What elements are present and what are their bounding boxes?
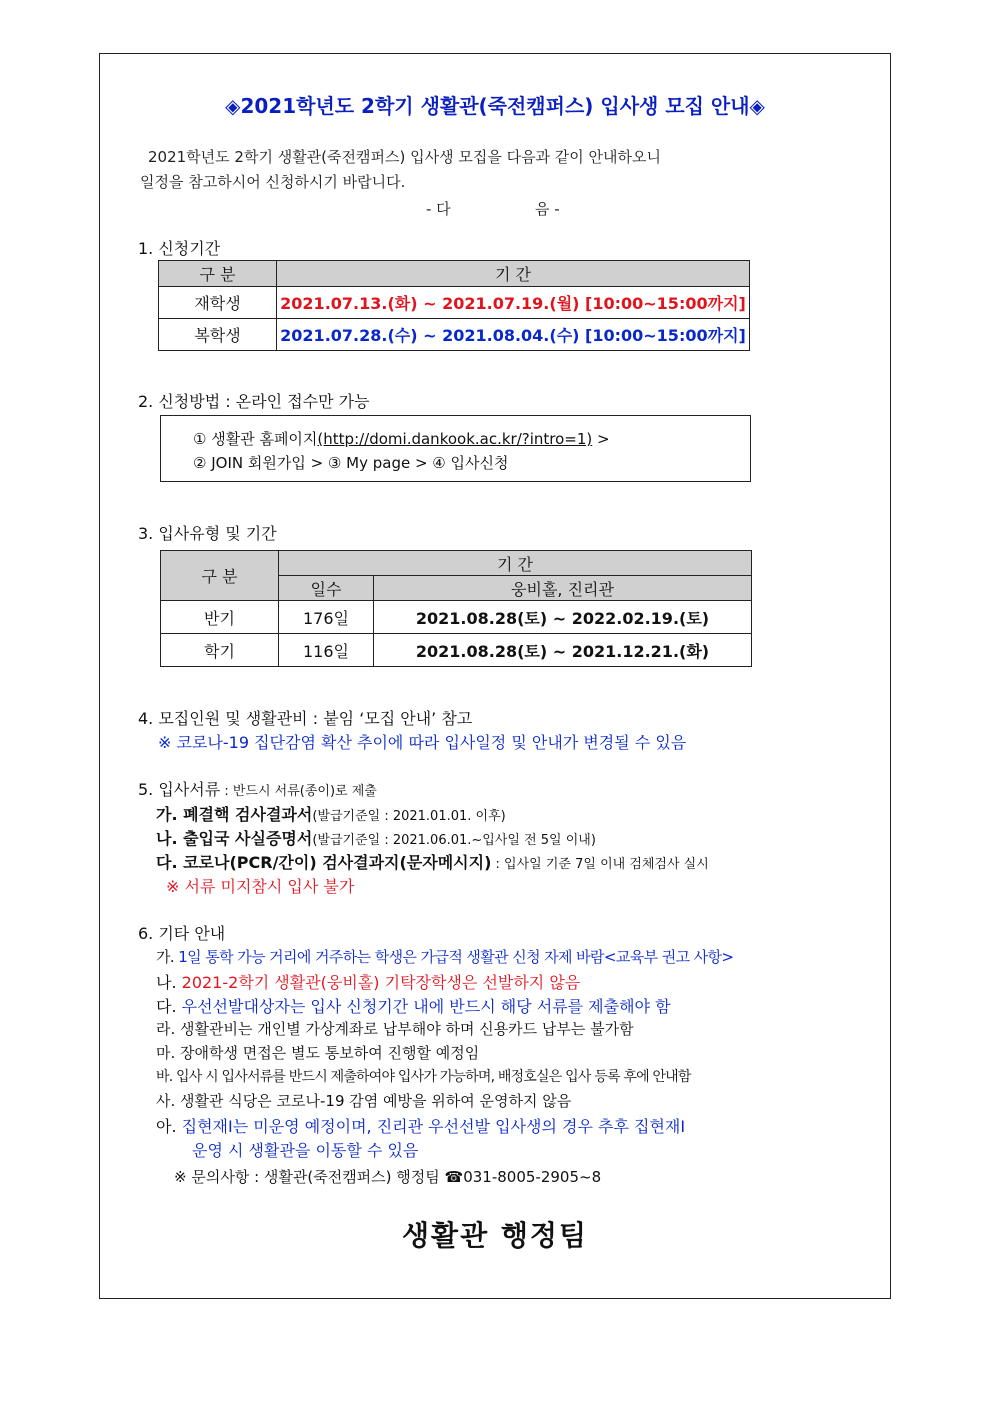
info-mark: 바.: [156, 1069, 173, 1085]
table-row: [159, 319, 750, 351]
notice-frame: [99, 53, 891, 1299]
doc-item-b: [156, 826, 596, 849]
col-period-header: 기 간: [277, 261, 750, 287]
doc-item-c: [156, 850, 709, 873]
info-item: [156, 1066, 691, 1086]
info-text: 생활관비는 개인별 가상계좌로 납부해야 하며 신용카드 납부는 불가함: [180, 1020, 634, 1038]
application-method-box: [160, 415, 751, 482]
intro-line-2: 일정을 참고하시어 신청하시기 바랍니다.: [140, 173, 406, 191]
step-1-arrow: >: [592, 430, 610, 448]
info-text: 입사 시 입사서류를 반드시 제출하여야 입사가 가능하며, 배정호실은 입사 등록 후에 안내함: [176, 1069, 691, 1085]
doc-c-name: 다. 코로나(PCR/간이) 검사결과지(문자메시지): [156, 853, 492, 872]
table-row: [161, 601, 752, 634]
section-5-heading: [138, 777, 377, 800]
section-5-note: : 반드시 서류(종이)로 제출: [220, 784, 377, 799]
info-text: 우선선발대상자는 입사 신청기간 내에 반드시 해당 서류를 제출해야 함: [181, 997, 671, 1016]
da-label: - 다: [426, 200, 451, 218]
col-days-header: 일수: [279, 576, 374, 601]
doc-b-note: (발급기준일 : 2021.06.01.~입사일 전 5일 이내): [312, 833, 596, 848]
row-period: 2021.07.13.(화) ~ 2021.07.19.(월) [10:00~15:00까지]: [277, 287, 750, 319]
method-step-2: ② JOIN 회원가입 > ③ My page > ④ 입사신청: [193, 454, 509, 472]
application-period-table: [158, 260, 750, 351]
row-period: 2021.08.28(토) ~ 2022.02.19.(토): [374, 601, 752, 634]
row-label: 복학생: [159, 319, 277, 351]
admission-type-table: [160, 550, 752, 667]
info-text: 2021-2학기 생활관(웅비홀) 기탁장학생은 선발하지 않음: [181, 973, 581, 992]
row-label: 학기: [161, 634, 279, 667]
row-period: 2021.08.28(토) ~ 2021.12.21.(화): [374, 634, 752, 667]
info-item: [156, 1114, 685, 1137]
info-item-continued: 운영 시 생활관을 이동할 수 있음: [192, 1141, 419, 1160]
section-2-heading: 2. 신청방법 : 온라인 접수만 가능: [138, 392, 370, 411]
info-item: [156, 994, 671, 1017]
info-item: [156, 1018, 634, 1039]
doc-a-note: (발급기준일 : 2021.01.01. 이후): [312, 809, 506, 824]
documents-warning: ※ 서류 미지참시 입사 불가: [166, 877, 355, 896]
doc-a-name: 가. 폐결핵 검사결과서: [156, 805, 313, 824]
info-item: [156, 970, 580, 993]
info-text: 1일 통학 가능 거리에 거주하는 학생은 가급적 생활관 신청 자제 바람<교육부 권고 사항>: [178, 948, 734, 966]
info-item: [156, 946, 733, 967]
info-mark: 마.: [156, 1044, 176, 1062]
col-category-header: 구 분: [159, 261, 277, 287]
section-1-heading: 1. 신청기간: [138, 239, 221, 258]
doc-item-a: [156, 802, 506, 825]
step-1-text: ① 생활관 홈페이지: [193, 430, 318, 448]
row-period: 2021.07.28.(수) ~ 2021.08.04.(수) [10:00~15:00까지]: [277, 319, 750, 351]
col-period-header: 기 간: [279, 551, 752, 576]
doc-c-note: : 입사일 기준 7일 이내 검체검사 실시: [491, 857, 709, 872]
footer-team-name: 생활관 행정팀: [401, 1219, 589, 1252]
info-item: [156, 1042, 479, 1063]
doc-b-name: 나. 출입국 사실증명서: [156, 829, 313, 848]
section-5-title: 5. 입사서류: [138, 780, 221, 799]
homepage-link[interactable]: (http://domi.dankook.ac.kr/?intro=1): [317, 430, 593, 448]
table-row: [161, 634, 752, 667]
row-label: 재학생: [159, 287, 277, 319]
row-label: 반기: [161, 601, 279, 634]
section-3-heading: 3. 입사유형 및 기간: [138, 524, 277, 543]
info-mark: 라.: [156, 1020, 176, 1038]
col-category-header: 구 분: [161, 551, 279, 601]
section-4-heading: 4. 모집인원 및 생활관비 : 붙임 ‘모집 안내’ 참고: [138, 709, 473, 728]
info-text: 생활관 식당은 코로나-19 감염 예방을 위하여 운영하지 않음: [180, 1092, 572, 1110]
method-step-1: [193, 428, 610, 449]
intro-line-1: 2021학년도 2학기 생활관(죽전캠퍼스) 입사생 모집을 다음과 같이 안내하오니: [148, 148, 662, 166]
section-4-note: ※ 코로나-19 집단감염 확산 추이에 따라 입사일정 및 안내가 변경될 수 있음: [158, 733, 687, 752]
eum-label: 음 -: [535, 200, 560, 218]
info-mark: 다.: [156, 997, 177, 1016]
col-hall-header: 웅비홀, 진리관: [374, 576, 752, 601]
row-days: 176일: [279, 601, 374, 634]
info-mark: 나.: [156, 973, 177, 992]
contact-info: ※ 문의사항 : 생활관(죽전캠퍼스) 행정팀 ☎031-8005-2905~8: [174, 1168, 602, 1186]
notice-title: ◈2021학년도 2학기 생활관(죽전캠퍼스) 입사생 모집 안내◈: [225, 94, 765, 118]
info-mark: 아.: [156, 1117, 177, 1136]
info-text: 집현재Ⅰ는 미운영 예정이며, 진리관 우선선발 입사생의 경우 추후 집현재Ⅰ: [181, 1117, 686, 1136]
info-mark: 사.: [156, 1092, 176, 1110]
info-text: 장애학생 면접은 별도 통보하여 진행할 예정임: [180, 1044, 480, 1062]
info-mark: 가.: [156, 948, 175, 966]
row-days: 116일: [279, 634, 374, 667]
table-row: [159, 287, 750, 319]
section-6-heading: 6. 기타 안내: [138, 924, 226, 943]
info-item: [156, 1090, 571, 1111]
